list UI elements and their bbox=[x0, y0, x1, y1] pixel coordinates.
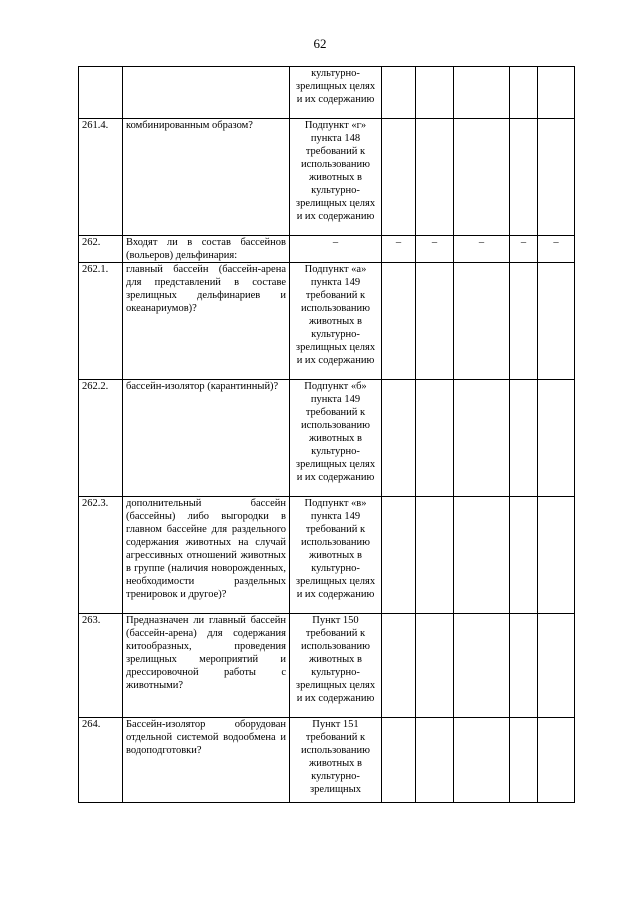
mark-cell bbox=[454, 718, 510, 803]
row-question: комбинированным образом? bbox=[123, 119, 290, 236]
mark-cell bbox=[416, 380, 454, 497]
mark-cell bbox=[510, 119, 538, 236]
mark-cell bbox=[416, 718, 454, 803]
table-row bbox=[79, 718, 575, 803]
mark-cell bbox=[382, 614, 416, 718]
mark-cell bbox=[510, 614, 538, 718]
row-number bbox=[79, 67, 123, 119]
mark-cell: – bbox=[416, 236, 454, 263]
mark-cell bbox=[510, 497, 538, 614]
table-row bbox=[79, 497, 575, 614]
row-question: дополнительный бассейн (бассейны) либо выгородки в главном бассейне для раздельного содержания животных на случай агрессивных отношений животных в группе (наличия новорожденных, необходимости раздельных тренировок и другое)? bbox=[123, 497, 290, 614]
mark-cell bbox=[454, 497, 510, 614]
mark-cell bbox=[510, 718, 538, 803]
mark-cell bbox=[538, 119, 575, 236]
row-reference: Подпункт «г» пункта 148 требований к использованию животных в культурно-зрелищных целях и их содержанию bbox=[290, 119, 382, 236]
mark-cell bbox=[510, 67, 538, 119]
row-reference: Пункт 150 требований к использованию животных в культурно-зрелищных целях и их содержанию bbox=[290, 614, 382, 718]
mark-cell: – bbox=[382, 236, 416, 263]
mark-cell bbox=[538, 614, 575, 718]
table-row bbox=[79, 614, 575, 718]
mark-cell bbox=[510, 380, 538, 497]
mark-cell: – bbox=[454, 236, 510, 263]
row-question: бассейн-изолятор (карантинный)? bbox=[123, 380, 290, 497]
row-number: 261.4. bbox=[79, 119, 123, 236]
mark-cell bbox=[382, 380, 416, 497]
mark-cell bbox=[416, 67, 454, 119]
mark-cell bbox=[538, 718, 575, 803]
row-number: 264. bbox=[79, 718, 123, 803]
row-reference: Подпункт «в» пункта 149 требований к использованию животных в культурно-зрелищных целях и их содержанию bbox=[290, 497, 382, 614]
mark-cell bbox=[416, 119, 454, 236]
table-row bbox=[79, 236, 575, 263]
mark-cell bbox=[538, 67, 575, 119]
mark-cell bbox=[416, 614, 454, 718]
mark-cell bbox=[454, 119, 510, 236]
mark-cell bbox=[538, 380, 575, 497]
row-reference: – bbox=[290, 236, 382, 263]
mark-cell bbox=[416, 263, 454, 380]
mark-cell: – bbox=[538, 236, 575, 263]
row-number: 262. bbox=[79, 236, 123, 263]
mark-cell bbox=[538, 497, 575, 614]
row-question: Предназначен ли главный бассейн (бассейн-арена) для содержания китообразных, проведения зрелищных мероприятий и дрессировочной работы с животными? bbox=[123, 614, 290, 718]
row-reference: Подпункт «б» пункта 149 требований к использованию животных в культурно-зрелищных целях и их содержанию bbox=[290, 380, 382, 497]
mark-cell bbox=[454, 67, 510, 119]
table-row bbox=[79, 67, 575, 119]
mark-cell bbox=[538, 263, 575, 380]
mark-cell bbox=[382, 718, 416, 803]
table-row bbox=[79, 119, 575, 236]
mark-cell bbox=[382, 497, 416, 614]
mark-cell bbox=[454, 263, 510, 380]
mark-cell bbox=[510, 263, 538, 380]
row-question: Бассейн-изолятор оборудован отдельной системой водообмена и водоподготовки? bbox=[123, 718, 290, 803]
row-number: 262.1. bbox=[79, 263, 123, 380]
mark-cell bbox=[382, 67, 416, 119]
table-row bbox=[79, 380, 575, 497]
mark-cell: – bbox=[510, 236, 538, 263]
mark-cell bbox=[454, 380, 510, 497]
row-question: главный бассейн (бассейн-арена для представлений в составе зрелищных дельфинариев и океанариумов)? bbox=[123, 263, 290, 380]
row-question: Входят ли в состав бассейнов (вольеров) дельфинария: bbox=[123, 236, 290, 263]
row-question bbox=[123, 67, 290, 119]
row-reference: Пункт 151 требований к использованию животных в культурно-зрелищных bbox=[290, 718, 382, 803]
mark-cell bbox=[454, 614, 510, 718]
page-number: 62 bbox=[313, 36, 327, 51]
mark-cell bbox=[382, 119, 416, 236]
row-number: 262.2. bbox=[79, 380, 123, 497]
table-row bbox=[79, 263, 575, 380]
row-reference: Подпункт «а» пункта 149 требований к использованию животных в культурно-зрелищных целях и их содержанию bbox=[290, 263, 382, 380]
mark-cell bbox=[382, 263, 416, 380]
row-number: 262.3. bbox=[79, 497, 123, 614]
row-number: 263. bbox=[79, 614, 123, 718]
mark-cell bbox=[416, 497, 454, 614]
checklist-table bbox=[78, 66, 575, 803]
row-reference: культурно-зрелищных целях и их содержанию bbox=[290, 67, 382, 119]
